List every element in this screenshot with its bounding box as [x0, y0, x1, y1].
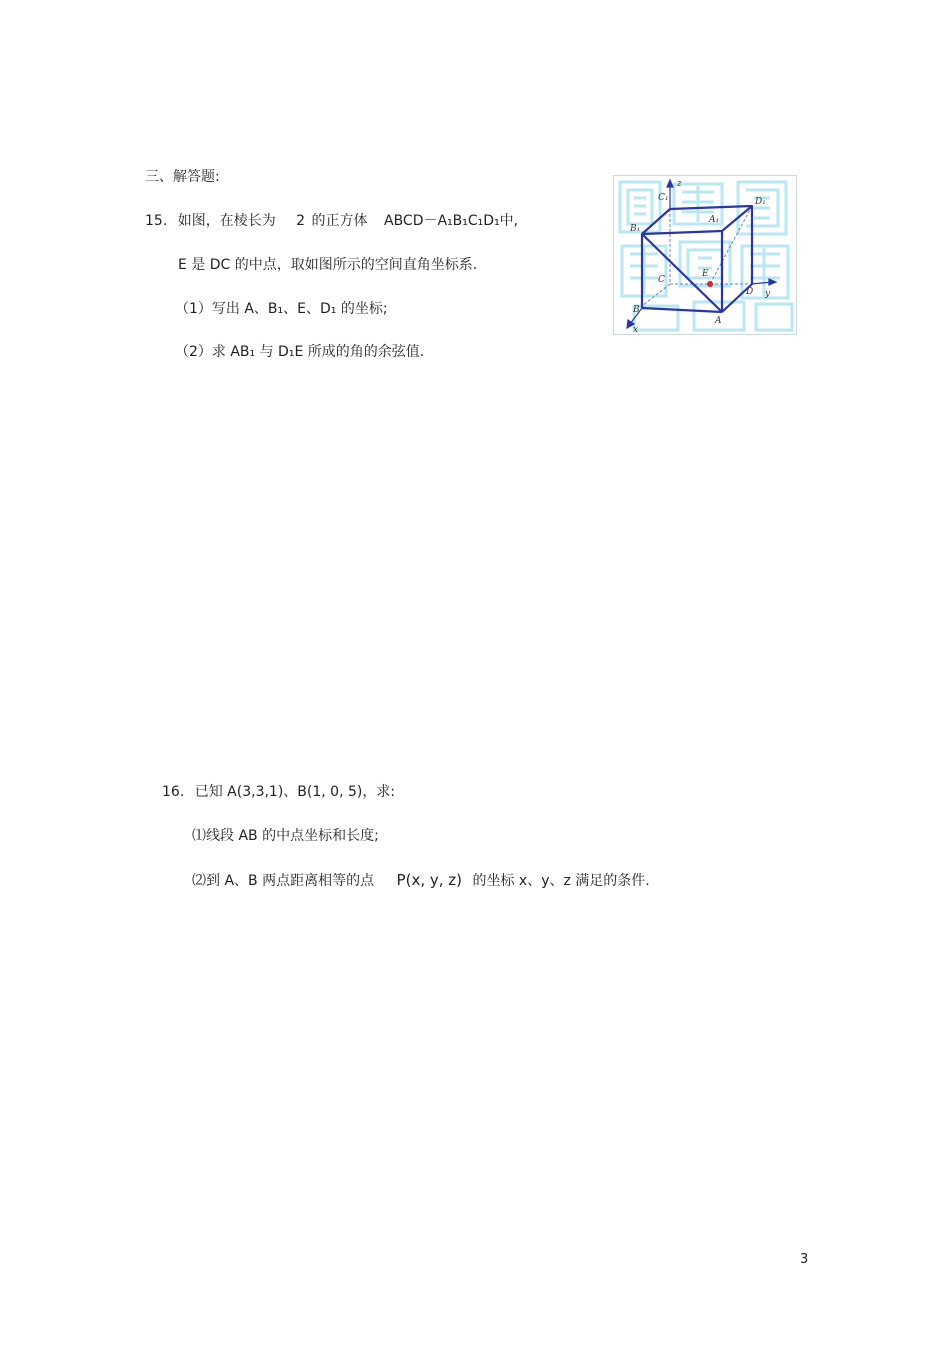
- y-arrow: [769, 279, 776, 285]
- section-header: 三、解答题:: [145, 169, 220, 185]
- part2-text-a: ⑵到 A、B 两点距离相等的点: [192, 873, 375, 889]
- label-d1: D₁: [755, 197, 766, 207]
- label-a1: A₁: [709, 215, 720, 225]
- question-text: 已知 A(3,3,1)、B(1, 0, 5)，求:: [194, 784, 396, 800]
- cube-name: ABCD－A₁B₁C₁D₁中,: [384, 213, 519, 229]
- point-e-marker: [707, 281, 713, 287]
- part2-text-b: 的坐标 x、y、z 满足的条件.: [472, 873, 650, 889]
- question-15-part-1: （1）写出 A、B₁、E、D₁ 的坐标;: [175, 301, 388, 317]
- label-y: y: [765, 289, 771, 299]
- question-16-part-2: [192, 871, 650, 890]
- cube-word: 的正方体: [311, 213, 368, 229]
- label-a: A: [715, 316, 722, 326]
- diagonal-b1-a: [642, 234, 722, 312]
- question-number: 16.: [162, 784, 185, 800]
- page-number: 3: [800, 1252, 809, 1267]
- question-15-part-2: （2）求 AB₁ 与 D₁E 所成的角的余弦值.: [175, 344, 425, 360]
- label-x: x: [633, 325, 639, 334]
- label-b: B: [633, 305, 640, 315]
- label-c: C: [658, 275, 665, 285]
- z-arrow: [667, 180, 673, 187]
- question-number: 15.: [145, 213, 168, 229]
- label-d: D: [746, 287, 754, 297]
- question-16-part-1: ⑴线段 AB 的中点坐标和长度;: [192, 828, 379, 844]
- question-intro: 如图，在棱长为: [177, 213, 276, 229]
- question-15-line-1: [145, 212, 518, 230]
- question-15-line-2: E 是 DC 的中点，取如图所示的空间直角坐标系.: [178, 257, 478, 273]
- label-e: E: [702, 269, 709, 279]
- label-c1: C₁: [658, 193, 669, 203]
- edge-length: 2: [296, 213, 306, 229]
- label-b1: B₁: [630, 224, 641, 234]
- cube-diagram: [614, 176, 796, 334]
- edge-b-a: [642, 308, 722, 312]
- cube-figure: [613, 175, 797, 335]
- label-z: z: [677, 179, 682, 189]
- point-p: P(x, y, z): [396, 871, 462, 889]
- question-16-line-1: [162, 783, 395, 801]
